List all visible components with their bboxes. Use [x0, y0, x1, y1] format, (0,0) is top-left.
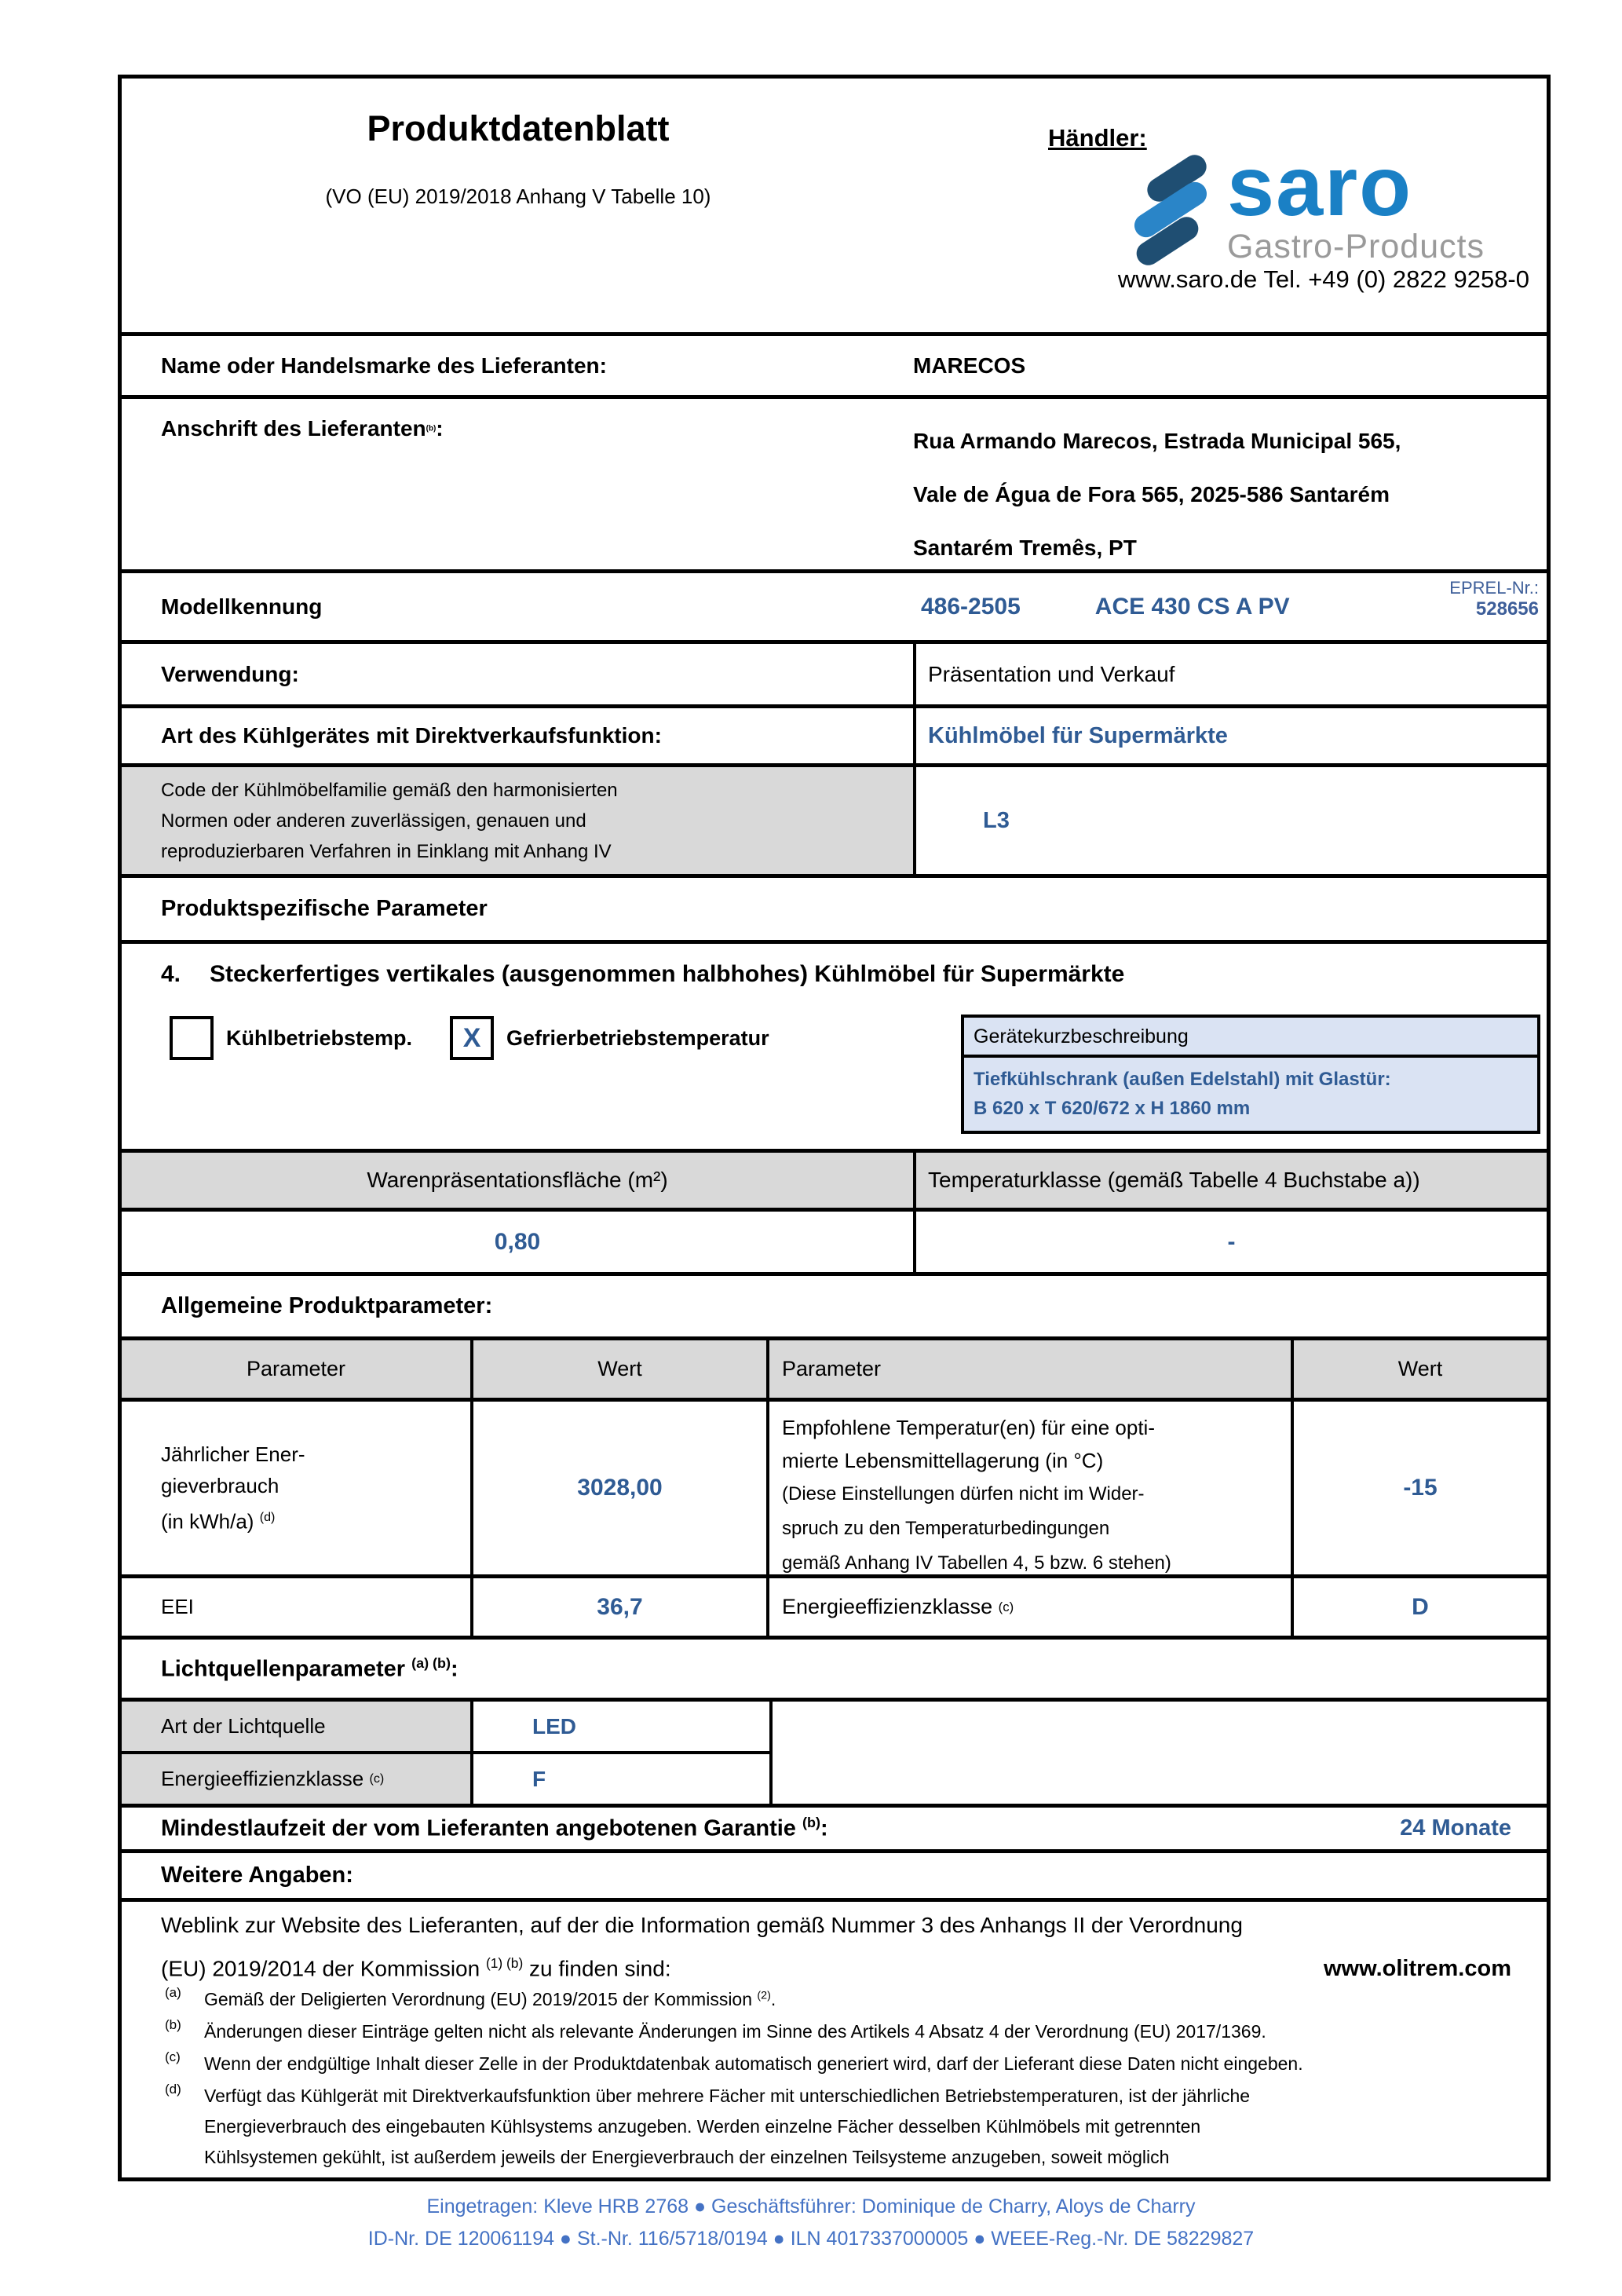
energy-footnote-sup: (d)	[259, 1510, 276, 1525]
warranty-row	[122, 1804, 1547, 1849]
footer-ids-line: ID-Nr. DE 120061194 ● St.-Nr. 116/5718/0194 ● ILN 4017337000005 ● WEEE-Reg.-Nr. DE 58229827	[367, 2228, 1255, 2250]
temp-note-line: gemäß Anhang IV Tabellen 4, 5 bzw. 6 stehen)	[782, 1552, 1171, 1574]
usage-label: Verwendung:	[161, 661, 299, 686]
cool-temp-label: Kühlbetriebstemp.	[226, 1026, 413, 1050]
energy-class-footnote-sup: (c)	[998, 1599, 1014, 1614]
freeze-temp-checkmark: X	[462, 1022, 481, 1053]
supplier-name-label: Name oder Handelsmarke des Lieferanten:	[161, 353, 607, 378]
family-code-value: L3	[913, 767, 1547, 874]
address-line: Rua Armando Marecos, Estrada Municipal 565,	[913, 429, 1401, 453]
area-header: Warenpräsentationsfläche (m²)	[122, 1153, 913, 1208]
freeze-temp-checkbox[interactable]	[450, 1016, 494, 1060]
page-subtitle: (VO (EU) 2019/2018 Anhang V Tabelle 10)	[325, 185, 711, 208]
weblink-line2: (EU) 2019/2014 der Kommission $^{(1) (b)}$ zu finden sind:	[161, 1955, 671, 1981]
device-type-label: Art des Kühlgerätes mit Direktverkaufsfunktion:	[161, 723, 662, 748]
warranty-footnote-sup: (b)	[802, 1815, 820, 1831]
address-line: Santarém Tremês, PT	[913, 536, 1137, 560]
footnote-b-mark: (b)	[165, 2017, 181, 2032]
section-number: 4.	[161, 961, 181, 987]
supplier-name-row	[122, 332, 1547, 395]
freeze-temp-label: Gefrierbetriebstemperatur	[506, 1026, 769, 1050]
footnote-a-mark: (a)	[165, 1985, 181, 2000]
device-type-row	[122, 704, 1547, 763]
light-params-heading: Lichtquellenparameter $^{(a) (b)}$:	[161, 1654, 458, 1682]
temp-main-line: mierte Lebensmittellagerung (in °C)	[782, 1449, 1104, 1472]
footer-registration-line: Eingetragen: Kleve HRB 2768 ● Geschäftsführer: Dominique de Charry, Aloys de Charry	[426, 2195, 1196, 2217]
eei-row	[122, 1574, 1547, 1636]
device-description-line: B 620 x T 620/672 x H 1860 mm	[974, 1098, 1251, 1119]
section-title-text: Steckerfertiges vertikales (ausgenommen halbhohes) Kühlmöbel für Supermärkte	[210, 961, 1125, 987]
energy-consumption-row	[122, 1398, 1547, 1574]
footnote-b-text: Änderungen dieser Einträge gelten nicht als relevante Änderungen im Sinne des Artikels 4 Absatz 4 der Verordnung (EU) 2017/1369.	[204, 2021, 1266, 2042]
light-params-footnote-sup: (a) (b)	[411, 1654, 451, 1671]
header-section	[122, 79, 1547, 332]
general-params-heading: Allgemeine Produktparameter:	[161, 1293, 493, 1318]
weblink-row	[122, 1898, 1547, 1982]
temp-class-header: Temperaturklasse (gemäß Tabelle 4 Buchstabe a))	[913, 1153, 1547, 1208]
eei-value: 36,7	[470, 1578, 766, 1636]
params-table-header	[122, 1336, 1547, 1398]
section-4	[122, 940, 1547, 1149]
model-label: Modellkennung	[161, 594, 323, 619]
device-description-body	[964, 1058, 1537, 1131]
footnotes-section	[122, 1976, 1547, 2177]
light-params-table	[122, 1698, 1547, 1804]
more-info-heading-row	[122, 1849, 1547, 1898]
light-params-left	[122, 1702, 769, 1804]
footnote-a-text: Gemäß der Deligierten Verordnung (EU) 2019/2015 der Kommission $^{(2)}$.	[204, 1989, 776, 2009]
family-code-line: Normen oder anderen zuverlässigen, genauen und	[161, 810, 586, 832]
energy-consumption-label	[122, 1402, 470, 1574]
energy-label-line: Jährlicher Ener-	[161, 1442, 305, 1467]
col-header-parameter-2: Parameter	[766, 1340, 1291, 1398]
more-info-heading: Weitere Angaben:	[161, 1863, 353, 1888]
light-energy-class-sup: (c)	[369, 1771, 385, 1786]
datasheet-frame	[118, 75, 1551, 2181]
energy-label-line: (in kWh/a) $^{(d)}$	[161, 1509, 276, 1534]
supplier-address-value	[913, 399, 1547, 569]
light-params-empty-cell	[769, 1702, 1547, 1804]
temp-note-line: spruch zu den Temperaturbedingungen	[782, 1518, 1110, 1539]
model-row	[122, 569, 1547, 640]
recommended-temperature-value: -15	[1291, 1402, 1547, 1574]
saro-logo-text	[1227, 138, 1485, 266]
footnote-c	[165, 2049, 1523, 2075]
family-code-line: Code der Kühlmöbelfamilie gemäß den harmonisierten	[161, 780, 618, 801]
footnote-a	[165, 1985, 1523, 2010]
product-specific-heading-row	[122, 874, 1547, 940]
page-title: Produktdatenblatt	[367, 108, 670, 148]
light-energy-class-value: F	[470, 1754, 769, 1804]
light-source-value: LED	[470, 1702, 769, 1751]
recommended-temperature-label	[766, 1402, 1291, 1574]
general-params-heading-row	[122, 1272, 1547, 1336]
supplier-address-row	[122, 395, 1547, 569]
footnote-d	[165, 2082, 1523, 2107]
section-4-title	[122, 944, 1547, 988]
eprel-value: 528656	[1475, 598, 1539, 620]
warranty-label: Mindestlaufzeit der vom Lieferanten angebotenen Garantie $^{(b)}$:	[161, 1815, 828, 1841]
family-code-line: reproduzierbaren Verfahren in Einklang mit Anhang IV	[161, 841, 612, 862]
energy-label-line: gieverbrauch	[161, 1474, 279, 1498]
footnote-d-continuation: Energieverbrauch des eingebauten Kühlsystems anzugeben. Werden einzelne Fächer desselben Kühlmöbels mit getrennten	[204, 2116, 1201, 2137]
temp-class-value: -	[913, 1212, 1547, 1272]
weblink-footnote-sup: (1) (b)	[485, 1955, 524, 1971]
saro-logo-icon	[1133, 159, 1211, 261]
footnote-b	[165, 2017, 1523, 2042]
usage-row	[122, 640, 1547, 704]
presentation-area-value-row	[122, 1208, 1547, 1272]
area-value: 0,80	[494, 1228, 541, 1255]
footnote-d-text: Verfügt das Kühlgerät mit Direktverkaufsfunktion über mehrere Fächer mit unterschiedlichen Betriebstemperaturen, ist der jährliche	[204, 2086, 1251, 2106]
company-footer	[0, 2195, 1622, 2250]
cool-temp-checkbox[interactable]	[170, 1016, 214, 1060]
supplier-website-link[interactable]: www.olitrem.com	[1323, 1956, 1511, 1982]
model-name: ACE 430 CS A PV	[1094, 593, 1290, 620]
footnote-d-mark: (d)	[165, 2082, 181, 2097]
supplier-name-value: MARECOS	[913, 353, 1026, 378]
family-code-row	[122, 763, 1547, 874]
warranty-value: 24 Monate	[1400, 1815, 1511, 1841]
col-header-wert-1: Wert	[470, 1340, 766, 1398]
footnote-c-mark: (c)	[165, 2049, 181, 2064]
light-params-heading-row	[122, 1636, 1547, 1698]
eei-label: EEI	[161, 1595, 194, 1618]
usage-value: Präsentation und Verkauf	[913, 644, 1547, 704]
light-energy-class-row	[122, 1751, 769, 1804]
address-footnote-sup: (b)	[426, 424, 437, 433]
device-type-value: Kühlmöbel für Supermärkte	[913, 708, 1547, 763]
light-energy-class-label: Energieeffizienzklasse (c)	[122, 1754, 470, 1804]
footnote-d-continuation: Kühlsystemen gekühlt, ist außerdem jeweils der Energieverbrauch der einzelnen Teilsysteme anzugeben, soweit möglich	[204, 2147, 1170, 2167]
energy-class-label: Energieeffizienzklasse (c)	[766, 1578, 1291, 1636]
product-specific-heading: Produktspezifische Parameter	[161, 896, 488, 921]
family-code-label	[122, 767, 913, 874]
footnote-a-sup: (2)	[757, 1989, 771, 2002]
device-description-title: Gerätekurzbeschreibung	[964, 1018, 1537, 1058]
light-source-label: Art der Lichtquelle	[122, 1702, 470, 1751]
eprel-number	[1449, 577, 1539, 620]
energy-class-value: D	[1291, 1578, 1547, 1636]
presentation-area-header-row	[122, 1149, 1547, 1208]
logo-tagline: Gastro-Products	[1227, 228, 1485, 265]
logo-wordmark: saro	[1227, 138, 1413, 233]
temp-note-line: (Diese Einstellungen dürfen nicht im Wider-	[782, 1483, 1145, 1504]
temperature-mode-checkboxes	[170, 1016, 769, 1060]
address-line: Vale de Água de Fora 565, 2025-586 Santarém	[913, 482, 1390, 506]
footnote-c-text: Wenn der endgültige Inhalt dieser Zelle in der Produktdatenbak automatisch generiert wird, darf der Lieferant diese Daten nicht eingeben.	[204, 2053, 1303, 2074]
energy-consumption-value: 3028,00	[470, 1402, 766, 1574]
supplier-address-label: Anschrift des Lieferanten$^{(b)}$:	[161, 416, 444, 441]
light-source-row	[122, 1702, 769, 1751]
device-description-line: Tiefkühlschrank (außen Edelstahl) mit Glastür:	[974, 1069, 1391, 1090]
col-header-wert-2: Wert	[1291, 1340, 1547, 1398]
weblink-line1: Weblink zur Website des Lieferanten, auf der die Information gemäß Nummer 3 des Anhangs II der Verordnung	[161, 1913, 1243, 1937]
saro-logo	[1133, 138, 1485, 266]
dealer-contact-line: www.saro.de Tel. +49 (0) 2822 9258-0	[1117, 265, 1529, 293]
eprel-label: EPREL-Nr.:	[1449, 578, 1539, 598]
col-header-parameter-1: Parameter	[122, 1340, 470, 1398]
device-description-box	[961, 1015, 1540, 1134]
model-code: 486-2505	[921, 593, 1021, 620]
dealer-label: Händler:	[1048, 124, 1147, 152]
temp-main-line: Empfohlene Temperatur(en) für eine opti-	[782, 1416, 1155, 1439]
